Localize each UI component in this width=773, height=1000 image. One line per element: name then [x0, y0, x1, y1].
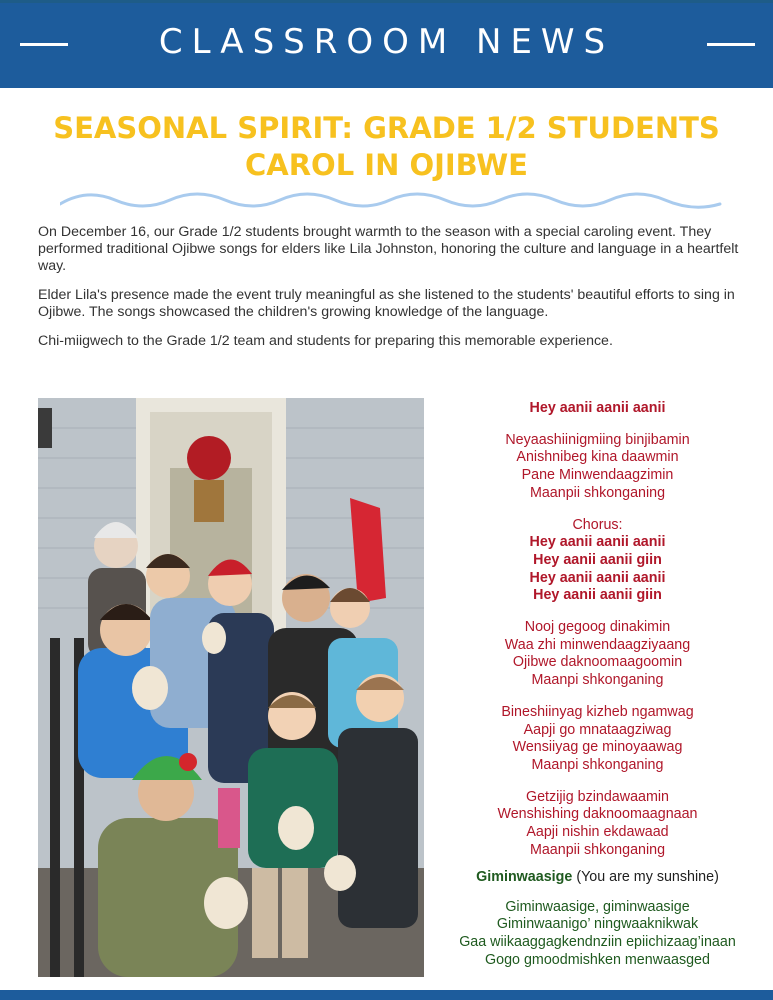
headline-line-1: SEASONAL SPIRIT: GRADE 1/2 STUDENTS: [53, 111, 720, 145]
song-verse-1: [425, 432, 770, 503]
song-chorus: [425, 517, 770, 606]
lyric-line: Ojibwe daknoomaagoomin: [512, 654, 683, 671]
song-lyrics-hey-aanii: [425, 400, 770, 873]
song-title: Hey aanii aanii aanii: [529, 400, 666, 416]
article-paragraph: Chi-miigwech to the Grade 1/2 team and students for preparing this memorable experience.: [38, 333, 613, 349]
lyric-line: Bineshiinyag kizheb ngamwag: [501, 703, 694, 720]
lyric-line: Pane Minwendaagzimin: [521, 467, 674, 484]
lyric-line: Maanpi shkonganing: [531, 756, 664, 773]
lyric-line: Aapji nishin ekdawaad: [526, 824, 669, 841]
article-paragraph: On December 16, our Grade 1/2 students brought warmth to the season with a special caroling event. They performed traditional Ojibwe songs for elders like Lila Johnston, honoring the culture and language in a heartfelt way.: [38, 224, 739, 274]
lyric-line: Waa zhi minwendaagziyaang: [504, 636, 691, 653]
sunshine-subtitle: (You are my sunshine): [576, 869, 719, 885]
footer-bar: [0, 990, 773, 1000]
photo-illustration: [38, 398, 424, 977]
caroling-group-photo: [38, 398, 424, 977]
lyric-line: Anishnibeg kina daawmin: [516, 449, 679, 466]
article-body: [38, 224, 750, 362]
lyric-line: Gaa wiikaaggagkendnziin epiichizaag’inaan: [459, 934, 736, 951]
lyric-line: Hey aanii aanii aanii: [529, 534, 666, 551]
lyric-line: Neyaashiinigmiing binjibamin: [505, 431, 690, 448]
lyric-line: Wensiiyag ge minoyaawag: [512, 739, 683, 756]
article-paragraph: Elder Lila's presence made the event truly meaningful as she listened to the students' beautiful efforts to sing in Ojibwe. The songs showcased the children's growing knowledge of the language.: [38, 287, 735, 320]
song-verse-4: [425, 789, 770, 860]
lyric-line: Maanpi shkonganing: [531, 672, 664, 689]
lyric-line: Giminwaasige, giminwaasige: [505, 898, 690, 915]
header-banner: [0, 0, 773, 88]
lyric-line: Hey aanii aanii giin: [533, 551, 662, 568]
lyric-line: Aapji go mnataagziwag: [523, 721, 672, 738]
header-right-dash: [707, 43, 755, 46]
lyric-line: Maanpii shkonganing: [529, 484, 666, 501]
lyric-line: Nooj gegoog dinakimin: [524, 619, 671, 636]
lyric-line: Wenshishing daknoomaagnaan: [497, 806, 698, 823]
sunshine-title-line: [425, 869, 770, 887]
lyric-line: Gogo gmoodmishken menwaasged: [485, 951, 710, 968]
headline-line-2: CAROL IN OJIBWE: [245, 148, 528, 182]
sunshine-title: Giminwaasige: [476, 869, 573, 885]
song-verse-3: [425, 704, 770, 775]
article-headline: [40, 110, 733, 184]
newsletter-title: CLASSROOM NEWS: [158, 22, 615, 62]
lyric-line: Giminwaanigo’ ningwaaknikwak: [496, 916, 699, 933]
decorative-wave: [60, 184, 722, 214]
lyric-line: Hey aanii aanii giin: [533, 587, 662, 604]
chorus-label: Chorus:: [572, 516, 623, 533]
header-top-line: [0, 0, 773, 3]
song-verse-2: [425, 619, 770, 690]
lyric-line: Getzijig bzindawaamin: [525, 788, 670, 805]
lyric-line: Maanpii shkonganing: [529, 841, 666, 858]
lyric-line: Hey aanii aanii aanii: [529, 569, 666, 586]
song-lyrics-sunshine: [425, 869, 770, 970]
